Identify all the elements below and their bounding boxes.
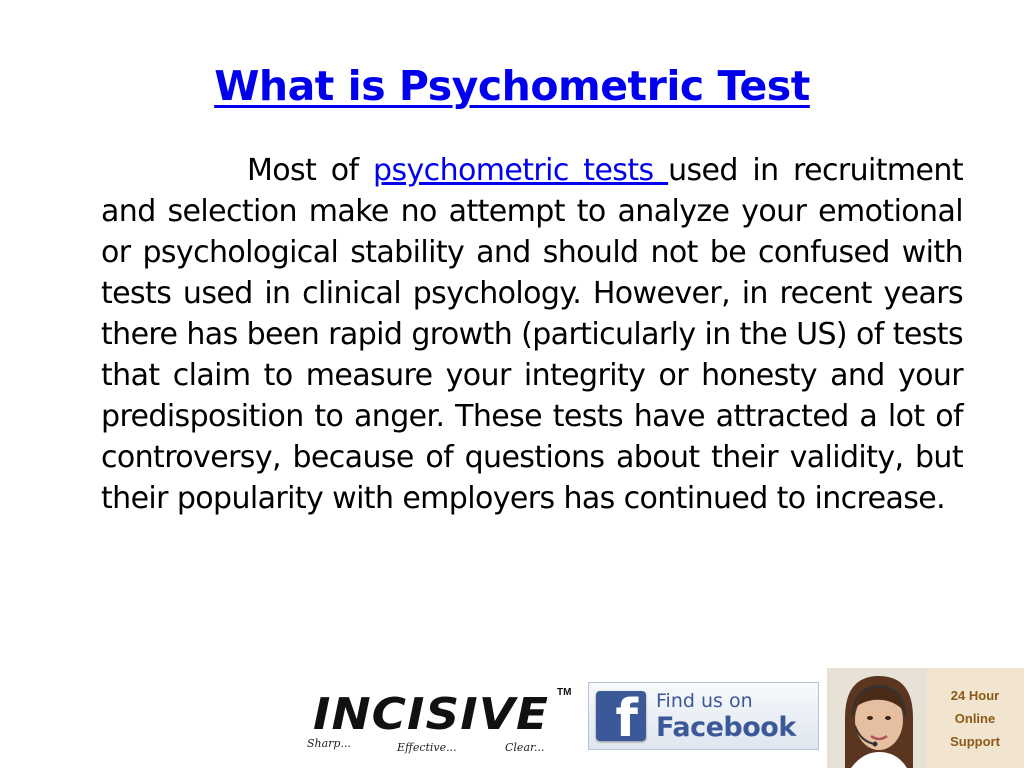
support-text: [931, 684, 1019, 753]
psychometric-tests-link[interactable]: psychometric tests: [373, 153, 669, 188]
body-lead: Most of: [247, 153, 374, 188]
slide-title-link[interactable]: What is Psychometric Test: [214, 62, 810, 110]
support-line-online: Online: [954, 711, 996, 726]
facebook-banner-text: [656, 690, 796, 743]
logo-tagline-sharp: Sharp...: [307, 737, 351, 750]
facebook-line-find-us: Find us on: [656, 689, 753, 712]
support-line-hours: 24 Hour: [950, 688, 1000, 703]
facebook-icon: [596, 689, 646, 749]
body-rest: used in recruitment and selection make no attempt to analyze your emotional or psychological stability and should not be confused with tests used in clinical psychology. However, in recent years there has been rapid growth (particularly in the US) of tests that claim to measure your integrity or honesty and your predisposition to anger. These tests have attracted a lot of controversy, because of questions about their validity, but their popularity with employers has continued to increase.: [101, 153, 963, 516]
incisive-logo: [307, 679, 579, 763]
logo-tagline-clear: Clear...: [505, 741, 545, 754]
support-agent-photo: [827, 668, 927, 768]
slide-title: [0, 62, 1024, 110]
logo-wordmark: INCISIVE: [313, 689, 549, 740]
online-support-badge[interactable]: [827, 668, 1024, 768]
find-us-on-facebook-banner[interactable]: [588, 682, 819, 750]
support-line-support: Support: [950, 734, 1000, 749]
logo-trademark: TM: [557, 687, 572, 698]
body-paragraph: [101, 150, 963, 519]
facebook-line-name: Facebook: [656, 711, 796, 743]
facebook-icon-letter: f: [615, 689, 638, 749]
logo-tagline-effective: Effective...: [397, 741, 457, 754]
